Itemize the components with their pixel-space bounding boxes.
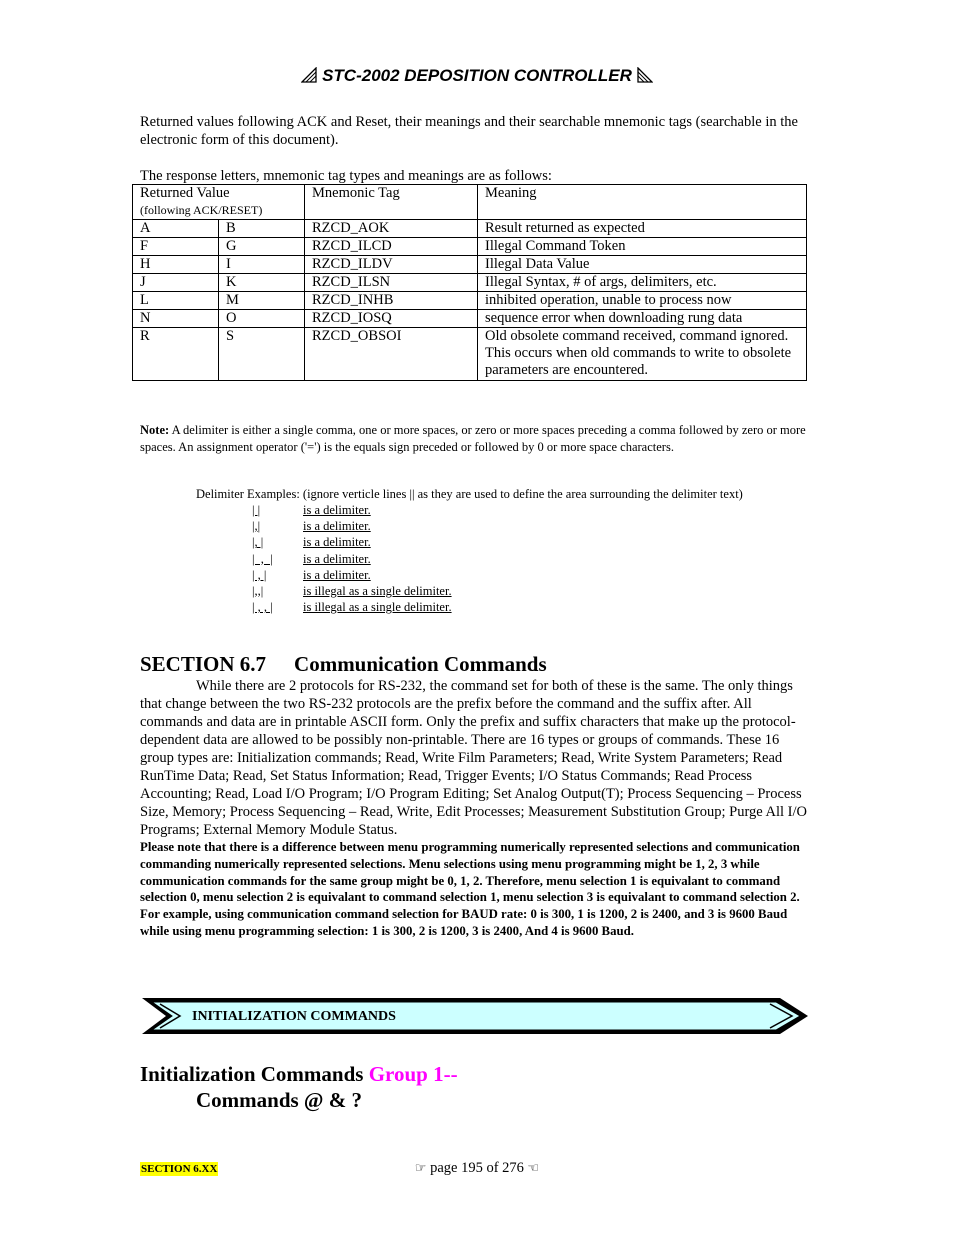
triangle-right-icon: [637, 67, 653, 83]
delimiter-examples: [252, 502, 452, 615]
table-header-row: [133, 185, 807, 220]
footer-section-tag: SECTION 6.XX: [141, 1163, 218, 1175]
page-number: page 195 of 276: [430, 1160, 524, 1176]
section-paragraph: While there are 2 protocols for RS-232, the command set for both of these is the same. The only things that change between the two RS-232 protocols are the prefix before the command and the suffix after. All commands and data are in printable ASCII form. Only the prefix and suffix characters that make up the protocol-dependent data are allowed to be possibly non-printable. There are 16 types or groups of commands. These 16 group types are: Initialization commands; Read, Write Film Parameters; Read, Write System Parameters; Read RunTime Data; Read, Set Status Information; Read, Trigger Events; I/O Status Commands; Read Process Accounting; Read, Load I/O Program; I/O Program Editing; Set Analog Output(T); Process Sequencing – Process Size, Memory; Process Sequencing – Read, Write, Edit Processes; Measurement Substitution Group; Purge All I/O Programs; External Memory Module Status.: [140, 678, 807, 838]
section-bold-note: Please note that there is a difference between menu programming numerically represented selections and communication commanding numerically represented selections. Menu selections using menu programming might be 1, 2, 3 while communication commands for the same group might be 0, 1, 2. Therefore, menu selection 1 is equivalant to command selection 0, menu selection 2 is equivalant to command selection 1, menu selection 3 is equivalant to command selection 2. For example, using communication command selection for BAUD rate: 0 is 300, 1 is 1200, 2 is 2400, and 3 is 9600 Baud while using menu programming selection: 1 is 300, 2 is 1200, 3 is 2400, And 4 is 9600 Baud.: [140, 840, 800, 938]
delimiter-note: Note: A delimiter is either a single comma, one or more spaces, or zero or more spaces preceding a comma followed by zero or more spaces. An assignment operator ('=') is the equals sign preceded or followed by 0 or more space characters.: [140, 423, 806, 454]
group-label: Group 1--: [368, 1062, 458, 1086]
list-item: | , | is a delimiter.: [252, 567, 371, 582]
table-row: N O RZCD_IOSQ sequence error when downloading rung data: [133, 310, 807, 328]
header-returned-value: Returned Value (following ACK/RESET): [133, 185, 305, 220]
list-item: | , , | is illegal as a single delimiter.: [252, 600, 452, 615]
table-row: L M RZCD_INHB inhibited operation, unable to process now: [133, 292, 807, 310]
footer-page: [0, 1160, 954, 1177]
table-intro: The response letters, mnemonic tag types and meanings are as follows:: [140, 168, 552, 184]
list-item: |, | is a delimiter.: [252, 535, 371, 550]
intro-paragraph: Returned values following ACK and Reset, their meanings and their searchable mnemonic tags (searchable in the electronic form of this document).: [140, 114, 798, 148]
pointing-left-icon: ☜: [527, 1161, 540, 1176]
delimiter-examples-intro: Delimiter Examples: (ignore verticle lines || as they are used to define the area surrounding the delimiter text): [196, 487, 743, 501]
table-row: F G RZCD_ILCD Illegal Command Token: [133, 238, 807, 256]
banner-label: INITIALIZATION COMMANDS: [192, 1009, 396, 1024]
list-item: | | is a delimiter.: [252, 503, 371, 517]
table-row: H I RZCD_ILDV Illegal Data Value: [133, 256, 807, 274]
pointing-right-icon: ☞: [414, 1161, 427, 1176]
response-table: [132, 184, 807, 381]
section-body: [140, 677, 812, 940]
triangle-left-icon: [301, 67, 317, 83]
section-title: Communication Commands: [294, 652, 547, 676]
page-header: [0, 66, 954, 86]
table-row: J K RZCD_ILSN Illegal Syntax, # of args, delimiters, etc.: [133, 274, 807, 292]
list-item: |,| is a delimiter.: [252, 519, 371, 534]
table-row: R S RZCD_OBSOI Old obsolete command received, command ignored. This occurs when old commands to write to obsolete parameters are encountered.: [133, 328, 807, 381]
section-heading: [140, 652, 547, 677]
group-title: Initialization Commands Group 1--: [140, 1062, 458, 1086]
commands-line: Commands @ & ?: [196, 1088, 362, 1112]
table-row: A B RZCD_AOK Result returned as expected: [133, 220, 807, 238]
header-meaning: Meaning: [478, 185, 807, 220]
list-item: | , | is a delimiter.: [252, 551, 371, 566]
header-mnemonic-tag: Mnemonic Tag: [305, 185, 478, 220]
list-item: |,,| is illegal as a single delimiter.: [252, 584, 452, 599]
section-number: SECTION 6.7: [140, 652, 267, 676]
header-title: STC-2002 DEPOSITION CONTROLLER: [322, 66, 632, 85]
